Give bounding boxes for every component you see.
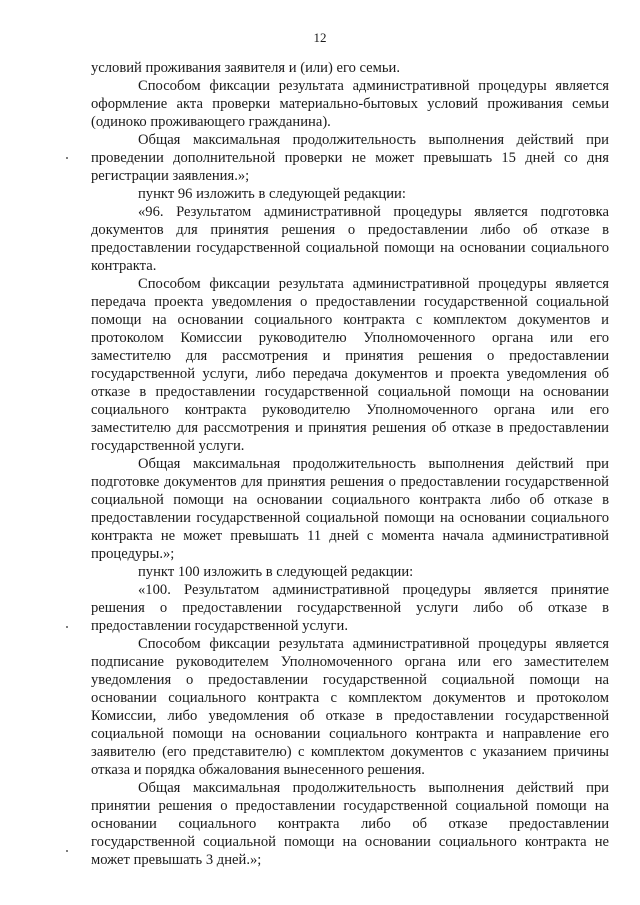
- paragraph-1: условий проживания заявителя и (или) его семьи.: [91, 60, 401, 76]
- paragraph-2: Способом фиксации результата административной процедуры является оформление акта проверки материально-бытовых условий проживания семьи (одиноко проживающего гражданина).: [91, 78, 609, 130]
- page-number: 12: [313, 30, 327, 45]
- scan-speck: [66, 157, 68, 159]
- scan-speck: [66, 850, 68, 852]
- paragraph-8: пункт 100 изложить в следующей редакции:: [138, 564, 414, 580]
- paragraph-3: Общая максимальная продолжительность выполнения действий при проведении дополнительной проверки не может превышать 15 дней со дня регистрации заявления.»;: [91, 132, 609, 184]
- scan-speck: [66, 626, 68, 628]
- paragraph-7: Общая максимальная продолжительность выполнения действий при подготовке документов для принятия решения о предоставлении государственной социальной помощи на основании социального контракта либо об отказе в предоставлении государственной социальной помощи на основании социального контракта не может превышать 11 дней с момента начала административной процедуры.»;: [91, 456, 609, 562]
- paragraph-11: Общая максимальная продолжительность выполнения действий при принятии решения о предоставлении государственной социальной помощи на основании социального контракта либо об отказе предоставлении государственной социальной помощи на основании социального контракта не может превышать 3 дней.»;: [91, 780, 609, 868]
- document-body: [91, 59, 609, 869]
- paragraph-4: пункт 96 изложить в следующей редакции:: [138, 186, 406, 202]
- paragraph-5: «96. Результатом административной процедуры является подготовка документов для принятия решения о предоставлении либо об отказе в предоставлении государственной социальной помощи на основании социального контракта.: [91, 204, 609, 274]
- paragraph-6: Способом фиксации результата административной процедуры является передача проекта уведомления о предоставлении государственной социальной помощи на основании социального контракта с комплектом документов и протоколом Комиссии руководителю Уполномоченного органа или его заместителю для рассмотрения и принятия решения о предоставлении государственной услуги, либо передача документов и проекта уведомления об отказе в предоставлении государственной социальной помощи на основании социального контракта руководителю Уполномоченного органа или его заместителю для рассмотрения и принятия решения об отказе в предоставлении государственной услуги.: [91, 276, 609, 454]
- paragraph-10: Способом фиксации результата административной процедуры является подписание руководителем Уполномоченного органа или его заместителем уведомления о предоставлении государственной социальной помощи на основании социального контракта с комплектом документов и протоколом Комиссии, либо уведомления об отказе в предоставлении государственной социальной помощи на основании социального контракта и направление его заявителю (его представителю) с комплектом документов с указанием причины отказа и порядка обжалования вынесенного решения.: [91, 636, 609, 778]
- paragraph-9: «100. Результатом административной процедуры является принятие решения о предоставлении государственной услуги либо об отказе в предоставлении государственной услуги.: [91, 582, 609, 634]
